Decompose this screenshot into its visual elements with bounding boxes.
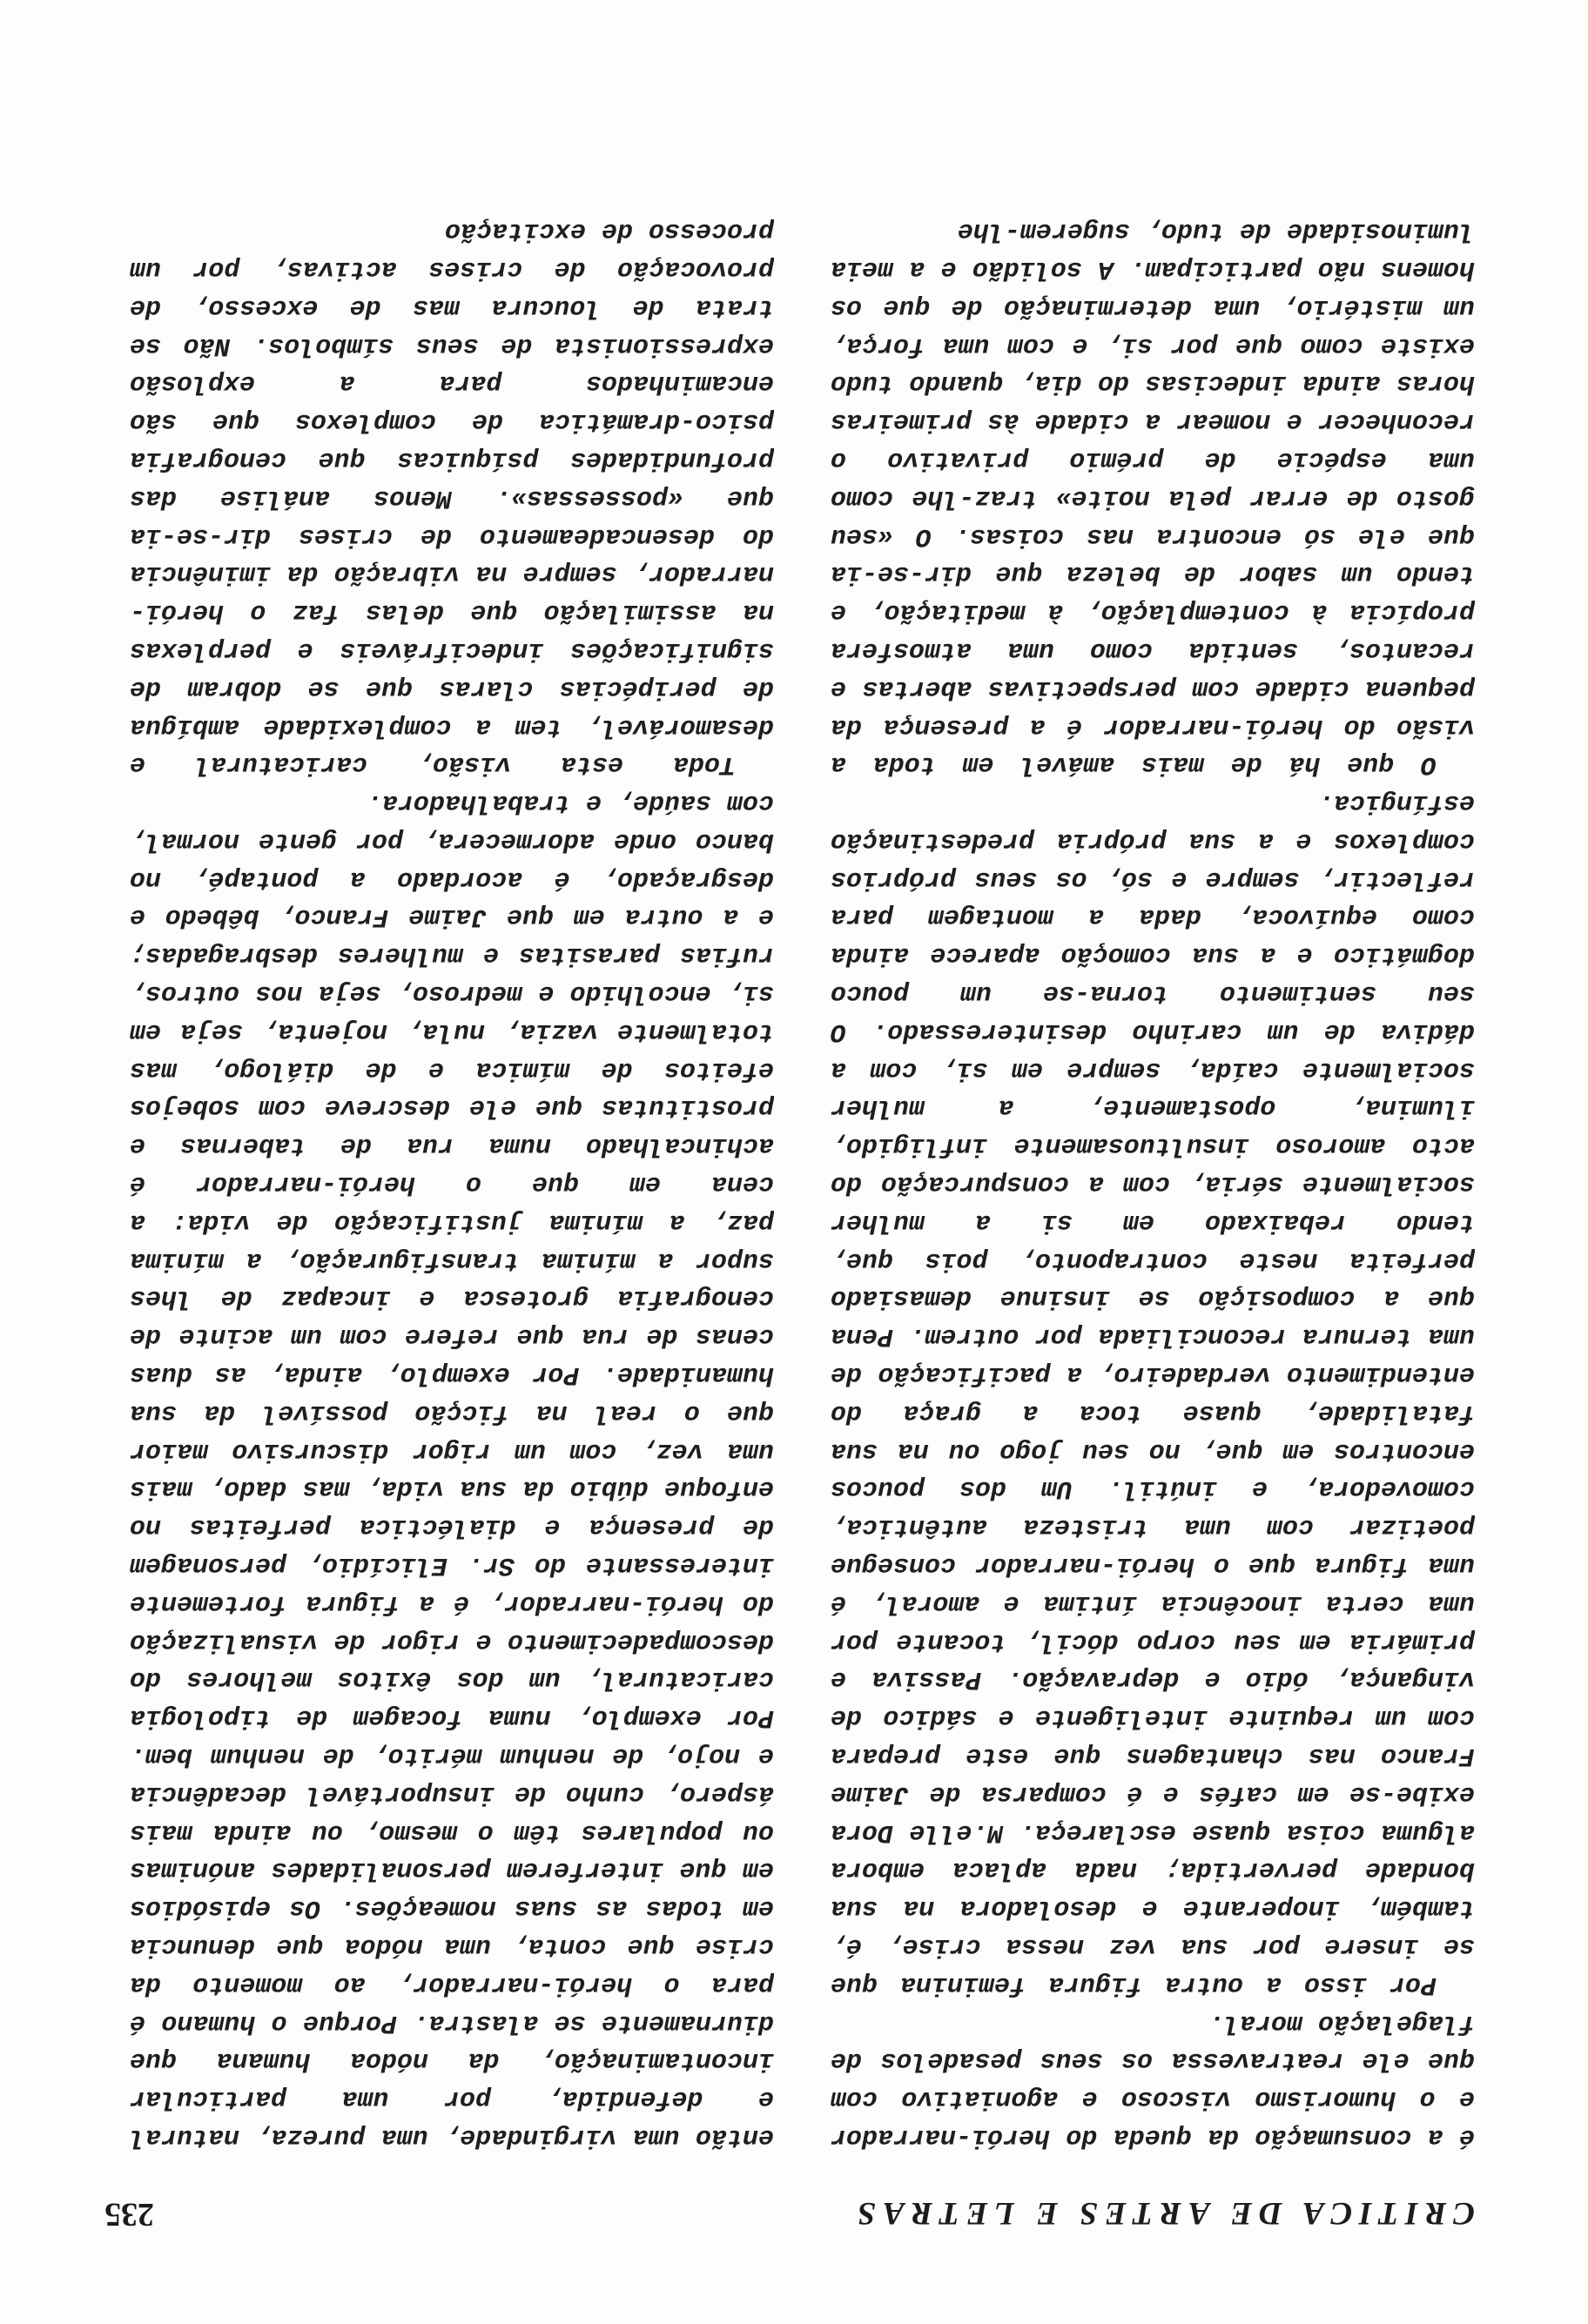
paragraph: Por isso a outra figura feminina que se insere por sua vez nessa crise, é, também, inoperante e desoladora na sua bondade pervertida; nada aplaca embora alguma coisa quase esclareça. M.elle Dora exibe-se em cafés e é comparsa de Jaime Franco nas chantagens que este prepara com um requinte inteligente e sádico de vingança, ódio e depravação. Passiva e primária em seu corpo dócil, tocante por uma certa inocência íntima e amoral, é uma figura que o herói-narrador consegue poetizar com uma tristeza autêntica, comovedora, e inútil. Um dos poucos encontros em que, no seu jogo ou na sua fatalidade, quase toca a graça do entendimento verdadeiro, a pacificação de uma ternura reconciliada por outrem. Pena que a composição se insinue demasiado perfeita neste contraponto, pois que, tendo rebaixado em si a mulher socialmente séria, com a conspurcação do acto amoroso insultuosamente infligido, ilumina, opostamente, a mulher socialmente caída, sempre em si, com a dádiva de um carinho desinteressado. O seu sentimento torna-se um pouco dogmático e a sua comoção aparece ainda como equívoca, dada a montagem para reflectir, sempre e só, os seus próprios complexos e a sua própria predestinação esfíngica. (831, 788, 1475, 1999)
page-number: 235 (104, 2196, 154, 2233)
paragraph: então uma virgindade, uma pureza, natural e defendida, por uma particular incontaminação, da nódoa humana que diurnamente se alastra. Porque o humano é para o herói-narrador, ao momento da crise que conta, uma nódoa que denuncia em todas as suas nomeações. Os episódios em que interferem personalidades anónimas ou populares têm o mesmo, ou ainda mais áspero, cunho de insuportável decadência e nojo, de nenhum mérito, de nenhum bem. Por exemplo, numa focagem de tipologia caricatural, um dos êxitos melhores do descompadecimento e rigor de visualização do herói-narrador, é a figura fortemente interessante do Sr. Elicídio, personagem de presença e dialéctica perfeitas no enfoque dúbio da sua vida, mas dado, mais uma vez, com um rigor discursivo maior que o real na ficção possível da sua humanidade. Por exemplo, ainda, as duas cenas de rua que refere com um acinte de cenografia grotesca e incapaz de lhes supor a mínima transfiguração, a mínima paz, a mínima justificação de vida: a cena em que o herói-narrador é achincalhado numa rua de tabernas e prostitutas que ele descreve com sobejos efeitos de mímica e de diálogo, mas totalmente vazia, nula, nojenta, seja em si, encolhido e medroso, seja nos outros, rufias parasitas e mulheres desbragadas; e a outra em que Jaime Franco, bêbedo e desgraçado, é acordado a pontapé, no banco onde adormecera, por gente normal, com saúde, e trabalhadora. (130, 788, 774, 2152)
running-head: CRITICA DE ARTES E LETRAS (851, 2195, 1475, 2231)
text-column-right (130, 127, 774, 2155)
paragraph: O que há de mais amável em toda a visão do herói-narrador é a presença da pequena cidade com perspectivas abertas e recantos, sentida como uma atmosfera propícia à contemplação, à meditação, e tendo um sabor de beleza que dir-se-ia que ele só encontra nas coisas. O «seu gosto de errar pela noite» traz-lhe como uma espécie de prémio privativo o reconhecer e nomear a cidade às primeiras horas ainda indecisas do dia, quando tudo existe como que por si, e com uma força, um mistério, uma determinação de que os homens não participam. A solidão e a meia luminosidade de tudo, sugerem-lhe (831, 216, 1475, 780)
paragraph: Toda esta visão, caricatural e desamorável, tem a complexidade ambígua de peripécias claras que se dobram de significações indecifráveis e perplexas na assimilação que delas faz o herói-narrador, sempre na vibração da iminência do desencadeamento de crises dir-se-ia que «possessas». Menos análise das profundidades psíquicas que cenografia psico-dramática de complexos que são encaminhados para a explosão expressionista de seus símbolos. Não se trata de loucura mas de excesso, de provocação de crises activas, por um processo de excitação (130, 216, 774, 780)
text-column-left (831, 127, 1475, 2155)
page-header (91, 2185, 1484, 2237)
paragraph: é a consumação da queda do herói-narrador e o humorismo viscoso e agoniativo com que ele reatravessa os seus pesadelos de flagelação moral. (831, 2007, 1475, 2152)
